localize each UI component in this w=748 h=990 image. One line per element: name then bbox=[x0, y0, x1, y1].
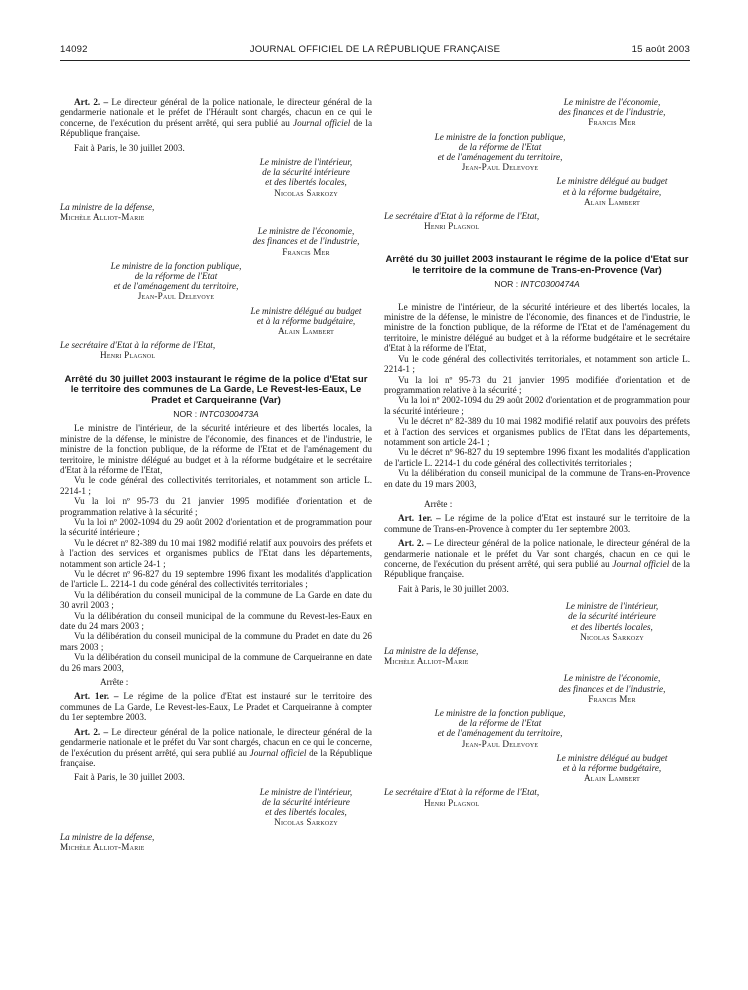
decree-title-trans-en-provence: Arrêté du 30 juillet 2003 instaurant le régime de la police d'Etat sur le territoire de la commune de Trans-en-Provence (Var) bbox=[385, 254, 689, 276]
nor-reference: NOR : INTC0300473A bbox=[173, 408, 259, 419]
article-1: Art. 1er. – Le régime de la police d'Etat est instauré sur le territoire des communes de La Garde, Le Revest-les-Eaux, Le Pradet et Carqueiranne à compter du 1er septembre 2003. bbox=[60, 691, 372, 723]
article-2: Art. 2. – Le directeur général de la police nationale, le directeur général de la gendarmerie nationale et le préfet du Var sont chargés, chacun en ce qui le concerne, de l'exécution du présent arrêté, qui sera publié au Journal officiel de la République française. bbox=[60, 726, 373, 768]
signature-interieur-r: Le ministre de l'intérieur, de la sécurité intérieure et des libertés locales, Nicolas Sarkozy bbox=[565, 601, 659, 642]
fait-a-paris: Fait à Paris, le 30 juillet 2003. bbox=[74, 142, 185, 153]
visas-trans: Le ministre de l'intérieur, de la sécurité intérieure et des libertés locales, la ministre de la défense, le ministre de l'économie, des finances et de l'industrie, le ministre de la fonction publique, de la réforme de l'Etat et de l'aménagement du territoire, le ministre délégué au budget et à la réforme budgétaire et le secrétaire d'Etat à la réforme de l'Etat, Vu le code général des collectivités territoriales, et notamment son article L. 2214-1 ; Vu la loi nº 95-73 du 21 janvier 1995 modifiée d'orientation et de programmation relative à la sécurité ; Vu la loi nº 2002-1094 du 29 août 2002 d'orientation et de programmation pour la sécurité intérieure ; Vu le décret nº 82-389 du 10 mai 1982 modifié relatif aux pouvoirs des préfets et à l'action des services et organismes publics de l'Etat dans les départements, notamment son article 24-1 ; Vu le décret nº 96-827 du 19 septembre 1996 fixant les modalités d'application de l'article L. 2214-1 du code général des collectivités territoriales ; Vu la délibération du conseil municipal de la commune de Trans-en-Provence en date du 19 mars 2003, bbox=[384, 301, 690, 489]
signature-fonction-publique-r: Le ministre de la fonction publique, de la réforme de l'Etat et de l'aménagement du territoire, Jean-Paul Delevoye bbox=[434, 131, 566, 173]
signature-economie: Le ministre de l'économie, des finances et de l'industrie, Francis Mer bbox=[252, 226, 360, 257]
signature-defense: La ministre de la défense, Michèle Alliot-Marie bbox=[60, 201, 155, 223]
issue-date: 15 août 2003 bbox=[631, 44, 690, 55]
left-column bbox=[60, 97, 372, 852]
signature-reforme-etat: Le secrétaire d'Etat à la réforme de l'Etat, Henri Plagnol bbox=[60, 340, 216, 361]
right-column bbox=[384, 97, 690, 808]
decree-title-la-garde: Arrêté du 30 juillet 2003 instaurant le régime de la police d'Etat sur le territoire des communes de La Garde, Le Revest-les-Eaux, Le Pradet et Carqueiranne (Var) bbox=[64, 373, 368, 406]
page-header bbox=[60, 44, 690, 58]
signature-budget-r2: Le ministre délégué au budget et à la réforme budgétaire, Alain Lambert bbox=[556, 752, 668, 784]
nor-reference-r: NOR : INTC0300474A bbox=[494, 279, 580, 290]
signature-defense-r: La ministre de la défense, Michèle Alliot-Marie bbox=[384, 646, 479, 667]
signature-budget: Le ministre délégué au budget et à la réforme budgétaire, Alain Lambert bbox=[250, 305, 362, 337]
signature-defense-2: La ministre de la défense, Michèle Alliot-Marie bbox=[60, 831, 155, 852]
arrete-label: Arrête : bbox=[100, 677, 129, 688]
fait-a-paris-2: Fait à Paris, le 30 juillet 2003. bbox=[74, 772, 185, 783]
signature-economie-r: Le ministre de l'économie, des finances et de l'industrie, Francis Mer bbox=[558, 97, 666, 128]
signature-reforme-etat-r2: Le secrétaire d'Etat à la réforme de l'Etat, Henri Plagnol bbox=[384, 787, 540, 808]
signature-reforme-etat-r: Le secrétaire d'Etat à la réforme de l'Etat, Henri Plagnol bbox=[384, 211, 540, 232]
page-number: 14092 bbox=[60, 44, 88, 55]
prev-article-2: Art. 2. – Le directeur général de la police nationale, le directeur général de la gendarmerie nationale et le préfet de l'Hérault sont chargés, chacun en ce qui le concerne, de l'exécution du présent arrêté, qui sera publié au Journal officiel de la République française. bbox=[60, 97, 373, 139]
signature-fonction-publique: Le ministre de la fonction publique, de la réforme de l'Etat et de l'aménagement du territoire, Jean-Paul Delevoye bbox=[110, 260, 242, 302]
arrete-label-r: Arrête : bbox=[424, 498, 453, 509]
visas-la-garde: Le ministre de l'intérieur, de la sécurité intérieure et des libertés locales, la ministre de la défense, le ministre de l'économie, des finances et de l'industrie, le ministre de la fonction publique, de la réforme de l'Etat et de l'aménagement du territoire, le ministre délégué au budget et à la réforme budgétaire et le secrétaire d'Etat à la réforme de l'Etat, Vu le code général des collectivités territoriales, et notamment son article L. 2214-1 ; Vu la loi nº 95-73 du 21 janvier 1995 modifiée d'orientation et de programmation relative à la sécurité ; Vu la loi nº 2002-1094 du 29 août 2002 d'orientation et de programmation pour la sécurité intérieure ; Vu le décret nº 82-389 du 10 mai 1982 modifié relatif aux pouvoirs des préfets et à l'action des services et organismes publics de l'Etat dans les départements, notamment son article 24-1 ; Vu le décret nº 96-827 du 19 septembre 1996 fixant les modalités d'application de l'article L. 2214-1 du code général des collectivités territoriales ; Vu la délibération du conseil municipal de la commune de La Garde en date du 30 avril 2003 ; Vu la délibération du conseil municipal de la commune du Revest-les-Eaux en date du 24 mars 2003 ; Vu la délibération du conseil municipal de la commune du Pradet en date du 26 mars 2003 ; Vu la délibération du conseil municipal de la commune de Carqueiranne en date du 26 mars 2003, bbox=[60, 423, 373, 673]
signature-interieur: Le ministre de l'intérieur, de la sécurité intérieure et des libertés locales, Nicolas Sarkozy bbox=[259, 157, 353, 198]
article-1-r: Art. 1er. – Le régime de la police d'Etat est instauré sur le territoire de la commune de Trans-en-Provence à compter du 1er septembre 2003. bbox=[384, 513, 690, 534]
signature-fonction-publique-r2: Le ministre de la fonction publique, de la réforme de l'Etat et de l'aménagement du territoire, Jean-Paul Delevoye bbox=[434, 708, 566, 749]
header-rule bbox=[60, 60, 690, 61]
signature-budget-r: Le ministre délégué au budget et à la réforme budgétaire, Alain Lambert bbox=[556, 176, 668, 207]
article-2-r: Art. 2. – Le directeur général de la police nationale, le directeur général de la gendarmerie nationale et le préfet du Var sont chargés, chacun en ce qui le concerne, de l'exécution du présent arrêté, qui sera publié au Journal officiel de la République française. bbox=[384, 538, 691, 580]
signature-economie-r2: Le ministre de l'économie, des finances et de l'industrie, Francis Mer bbox=[558, 673, 666, 704]
signature-interieur-2: Le ministre de l'intérieur, de la sécurité intérieure et des libertés locales, Nicolas Sarkozy bbox=[259, 786, 353, 828]
journal-title: JOURNAL OFFICIEL DE LA RÉPUBLIQUE FRANÇAISE bbox=[249, 44, 501, 55]
fait-a-paris-r: Fait à Paris, le 30 juillet 2003. bbox=[398, 583, 509, 594]
